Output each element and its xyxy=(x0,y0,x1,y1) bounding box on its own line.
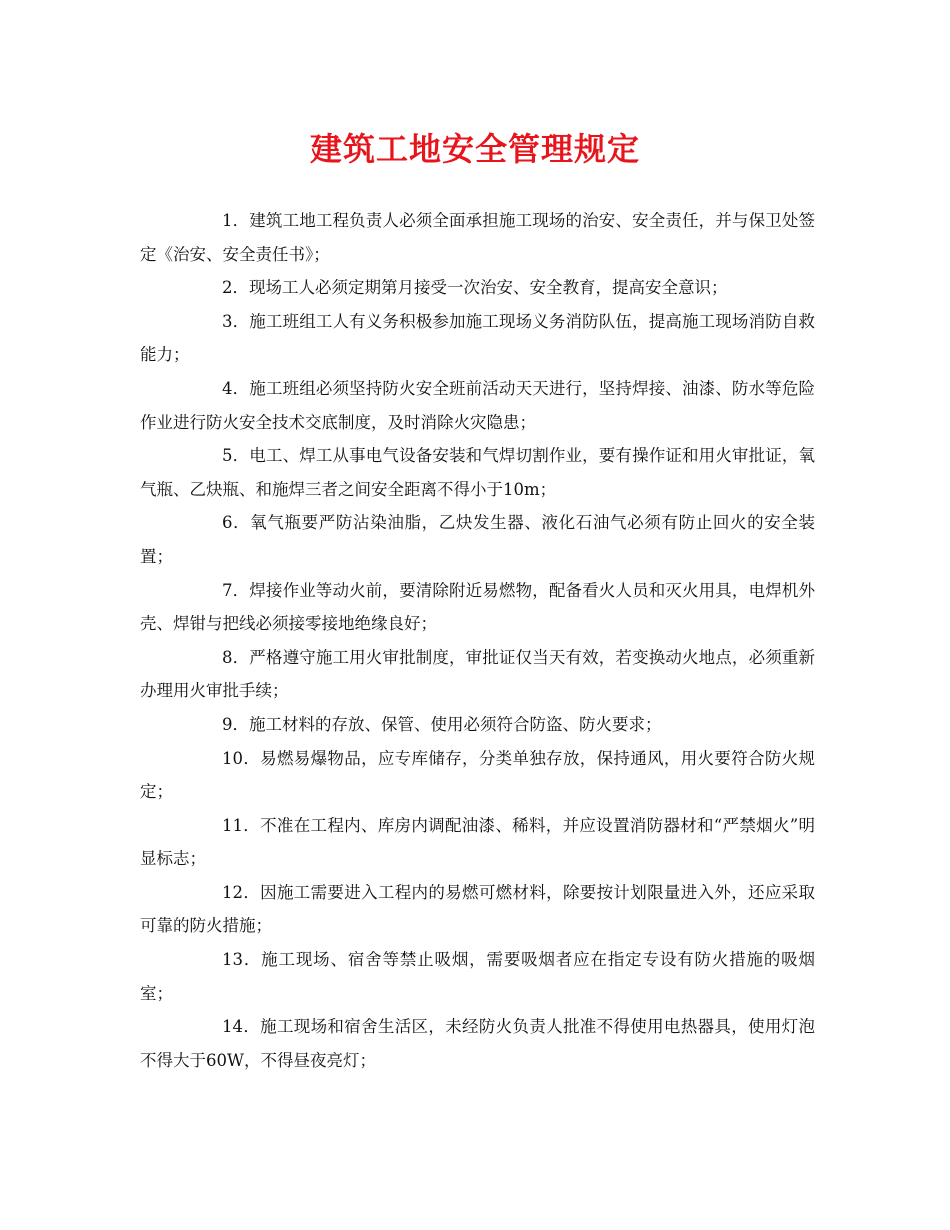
regulation-item-11: 11．不准在工程内、库房内调配油漆、稀料，并应设置消防器材和“严禁烟火”明显标志； xyxy=(140,815,815,869)
regulation-item-4: 4．施工班组必须坚持防火安全班前活动天天进行，坚持焊接、油漆、防水等危险作业进行防火安全技术交底制度，及时消除火灾隐患； xyxy=(140,378,815,432)
regulation-item-5: 5．电工、焊工从事电气设备安装和气焊切割作业，要有操作证和用火审批证，氧气瓶、乙炔瓶、和施焊三者之间安全距离不得小于10m； xyxy=(140,446,815,499)
regulation-item-8: 8．严格遵守施工用火审批制度，审批证仅当天有效，若变换动火地点，必须重新办理用火审批手续； xyxy=(140,647,815,701)
regulation-item-9: 9．施工材料的存放、保管、使用必须符合防盗、防火要求； xyxy=(222,714,662,734)
regulation-item-6: 6．氧气瓶要严防沾染油脂，乙炔发生器、液化石油气必须有防止回火的安全装置； xyxy=(140,513,815,566)
regulation-item-12: 12．因施工需要进入工程内的易燃可燃材料，除要按计划限量进入外，还应采取可靠的防火措施； xyxy=(140,882,815,936)
regulation-item-1: 1．建筑工地工程负责人必须全面承担施工现场的治安、安全责任，并与保卫处签定《治安、安全责任书》； xyxy=(140,211,815,264)
regulation-list xyxy=(140,204,815,1077)
regulation-item-7: 7．焊接作业等动火前，要清除附近易燃物，配备看火人员和灭火用具，电焊机外壳、焊钳与把线必须接零接地绝缘良好； xyxy=(140,580,815,634)
regulation-item-10: 10．易燃易爆物品，应专库储存，分类单独存放，保持通风，用火要符合防火规定； xyxy=(140,748,815,802)
regulation-item-2: 2．现场工人必须定期第月接受一次治安、安全教育，提高安全意识； xyxy=(222,278,728,298)
document-title: 建筑工地安全管理规定 xyxy=(309,130,640,168)
regulation-item-14: 14．施工现场和宿舍生活区，未经防火负责人批准不得使用电热器具，使用灯泡不得大于60W，不得昼夜亮灯； xyxy=(140,1017,815,1070)
regulation-item-13: 13．施工现场、宿舍等禁止吸烟，需要吸烟者应在指定专设有防火措施的吸烟室； xyxy=(140,950,815,1003)
regulation-item-3: 3．施工班组工人有义务积极参加施工现场义务消防队伍，提高施工现场消防自救能力； xyxy=(140,311,815,365)
